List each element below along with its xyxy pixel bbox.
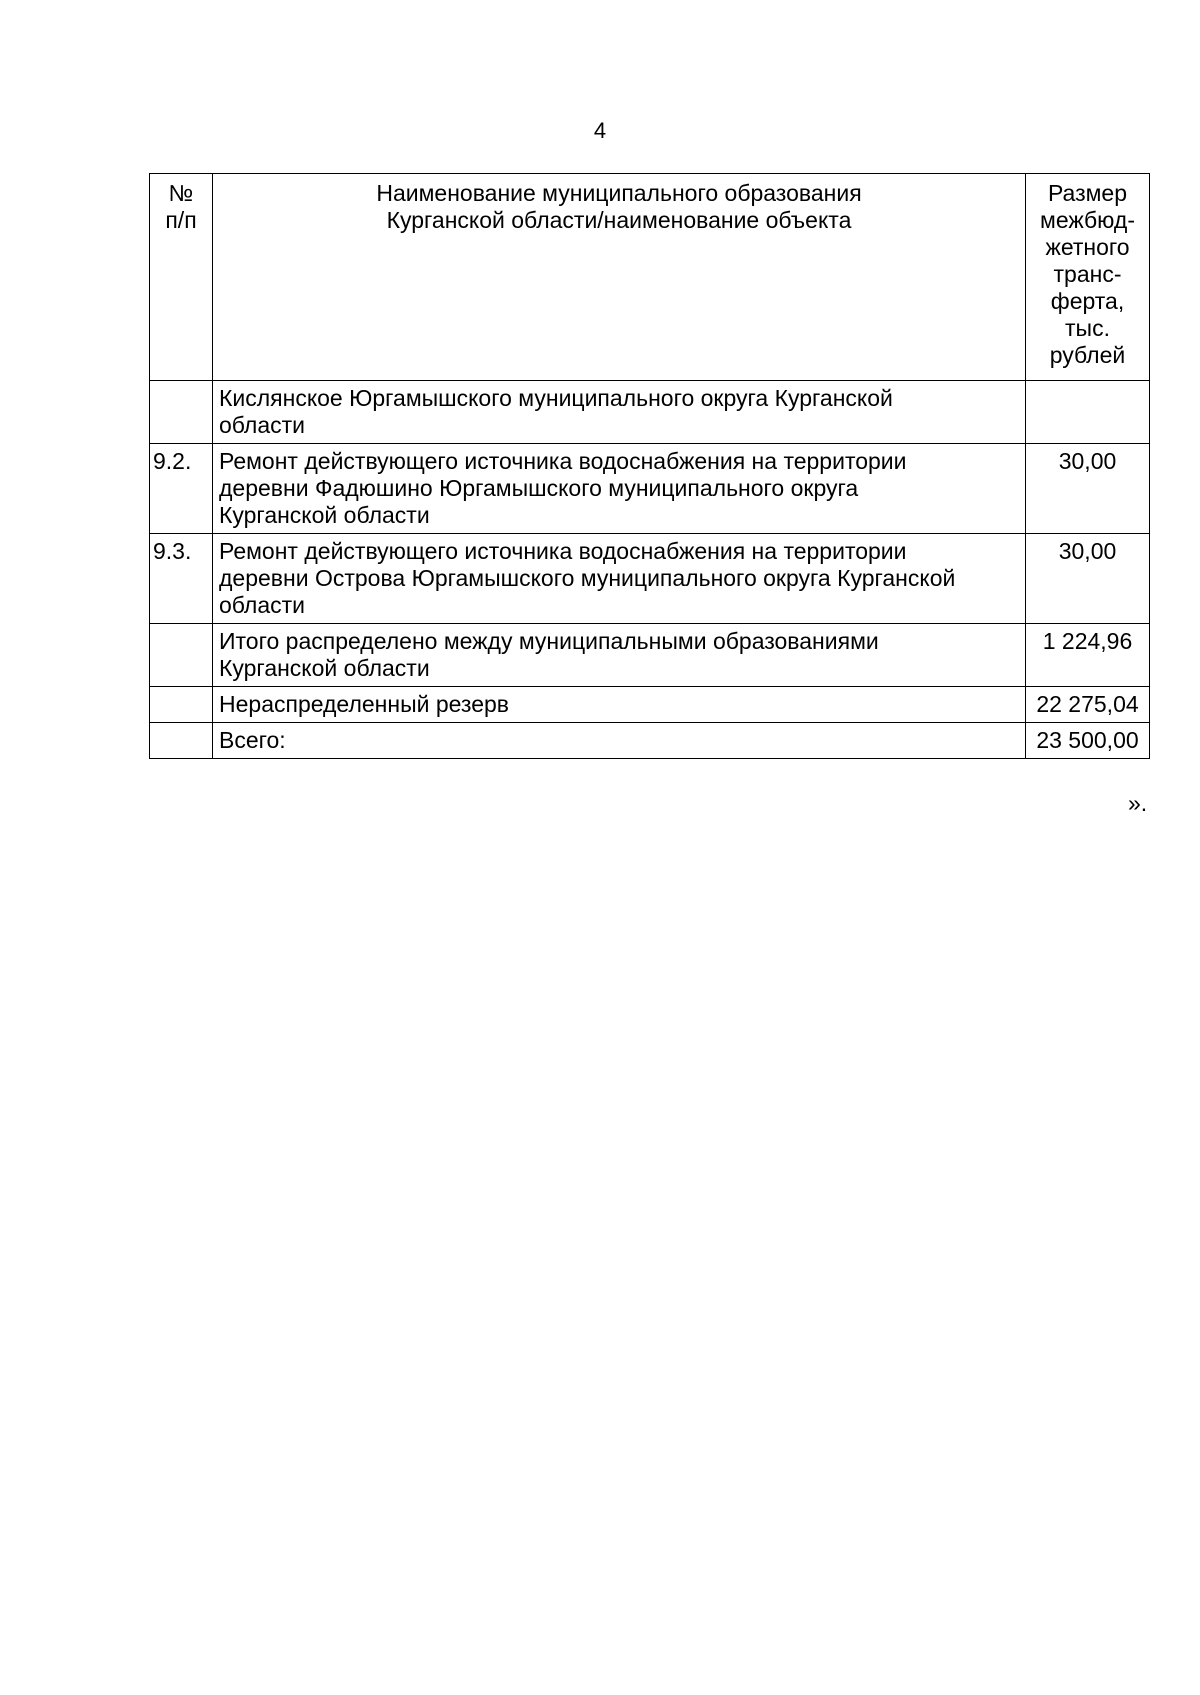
row-amount: 1 224,96 xyxy=(1026,624,1150,687)
row-name: Итого распределено между муниципальными образованиями Курганской области xyxy=(213,624,1026,687)
row-number xyxy=(150,381,213,444)
row-amount: 30,00 xyxy=(1026,444,1150,534)
row-amount xyxy=(1026,381,1150,444)
row-number xyxy=(150,624,213,687)
row-number xyxy=(150,687,213,723)
table-row xyxy=(150,444,1150,534)
row-amount: 30,00 xyxy=(1026,534,1150,624)
header-number: № п/п xyxy=(150,174,213,381)
header-name: Наименование муниципального образования Курганской области/наименование объекта xyxy=(213,174,1026,381)
row-name: Ремонт действующего источника водоснабжения на территории деревни Фадюшино Юргамышского муниципального округа Курганской области xyxy=(213,444,1026,534)
row-amount: 23 500,00 xyxy=(1026,723,1150,759)
page-number: 4 xyxy=(593,118,607,143)
table-header-row xyxy=(150,174,1150,381)
row-amount: 22 275,04 xyxy=(1026,687,1150,723)
row-name: Ремонт действующего источника водоснабжения на территории деревни Острова Юргамышского муниципального округа Курганской области xyxy=(213,534,1026,624)
row-name: Всего: xyxy=(213,723,1026,759)
table-row xyxy=(150,534,1150,624)
table-row xyxy=(150,624,1150,687)
row-number: 9.3. xyxy=(150,534,213,624)
row-name: Кислянское Юргамышского муниципального округа Курганской области xyxy=(213,381,1026,444)
row-name: Нераспределенный резерв xyxy=(213,687,1026,723)
table-row xyxy=(150,381,1150,444)
header-amount: Размер межбюд- жетного транс- ферта, тыс. рублей xyxy=(1026,174,1150,381)
row-number xyxy=(150,723,213,759)
closing-quote-mark: ». xyxy=(1128,790,1148,816)
budget-table xyxy=(149,173,1150,759)
row-number: 9.2. xyxy=(150,444,213,534)
table-row xyxy=(150,723,1150,759)
table-row xyxy=(150,687,1150,723)
